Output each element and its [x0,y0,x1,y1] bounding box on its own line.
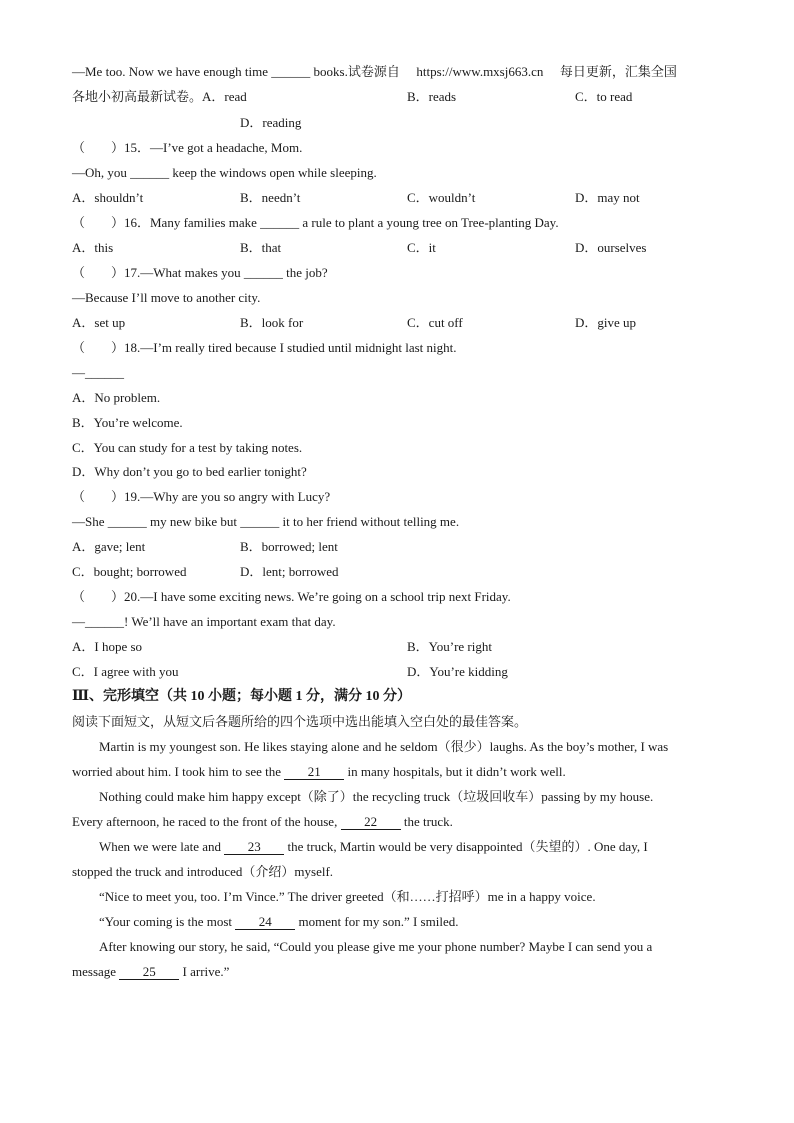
q19-reply-b: my new bike but [150,514,238,529]
q19-option-c[interactable]: C．bought; borrowed [72,564,187,579]
q17-stem [72,260,718,285]
passage-text: moment for my son.” I smiled. [298,914,459,929]
q20-stem: （ ）20.—I have some exciting news. We’re going on a school trip next Friday. [72,589,511,604]
q19-option-a[interactable]: A．gave; lent [72,539,146,554]
q16-option-a[interactable]: A．this [72,240,114,255]
q14-option-a[interactable]: A．read [202,89,247,104]
q20-option-a[interactable]: A．I hope so [72,639,143,654]
passage-line-8 [99,909,718,934]
passage-text: Every afternoon, he raced to the front of the house, [72,814,338,829]
q14-line-2 [72,84,247,109]
passage-line-7: “Nice to meet you, too. I’m Vince.” The driver greeted（和……打招呼）me in a happy voice. [99,889,596,904]
blank-23[interactable]: 23 [224,840,284,855]
q16-stem [72,210,718,235]
watermark-text-3: 各地小初高最新试卷。 [72,89,203,104]
q15-option-c[interactable]: C．wouldn’t [407,190,476,205]
q20-option-d[interactable]: D．You’re kidding [407,664,508,679]
q19-reply [72,509,718,534]
watermark-url[interactable]: https://www.mxsj663.cn [416,64,544,79]
passage-line-4 [72,809,718,834]
q18-reply: —______ [72,365,124,380]
passage-line-5 [99,834,718,859]
passage-text: the truck. [403,814,453,829]
passage-line-1: Martin is my youngest son. He likes staying alone and he seldom（很少）laughs. As the boy’s mother, I was [99,739,669,754]
q16-option-d[interactable]: D．ourselves [575,240,647,255]
q18-option-d[interactable]: D．Why don’t you go to bed earlier tonight? [72,464,307,479]
q20-reply: —______! We’ll have an important exam that day. [72,614,336,629]
passage-text: When we were late and [99,839,221,854]
q17-option-b[interactable]: B．look for [240,315,304,330]
q20-option-b[interactable]: B．You’re right [407,639,492,654]
q17-option-c[interactable]: C．cut off [407,315,463,330]
q14-blank: ______ [271,64,311,79]
q16-stem-a: （ ）16．Many families make [72,215,257,230]
q16-blank: ______ [260,215,300,230]
passage-line-2 [72,759,718,784]
q18-option-b[interactable]: B．You’re welcome. [72,415,183,430]
q19-blank-2: ______ [240,514,280,529]
q19-blank-1: ______ [107,514,147,529]
q15-reply [72,160,718,185]
q17-stem-b: the job? [286,265,328,280]
q18-option-a[interactable]: A．No problem. [72,390,161,405]
passage-line-3: Nothing could make him happy except（除了）the recycling truck（垃圾回收车）passing by my house. [99,789,654,804]
watermark-text: 试卷源自 [347,64,400,79]
passage-text: I arrive.” [182,964,230,979]
q16-option-b[interactable]: B．that [240,240,282,255]
q15-stem: （ ）15．—I’ve got a headache, Mom. [72,140,303,155]
watermark-text-2: 每日更新，汇集全国 [559,64,677,79]
blank-24[interactable]: 24 [235,915,295,930]
passage-text: worried about him. I took him to see the [72,764,282,779]
blank-21[interactable]: 21 [284,765,344,780]
section-3-instruction: 阅读下面短文，从短文后各题所给的四个选项中选出能填入空白处的最佳答案。 [72,714,528,729]
blank-22[interactable]: 22 [341,815,401,830]
q15-reply-a: —Oh, you [72,165,127,180]
q15-blank: ______ [130,165,170,180]
q15-reply-b: keep the windows open while sleeping. [172,165,377,180]
q16-option-c[interactable]: C．it [407,240,436,255]
q20-option-c[interactable]: C．I agree with you [72,664,179,679]
q14-option-b[interactable]: B．reads [407,89,457,104]
q16-stem-b: a rule to plant a young tree on Tree-planting Day. [302,215,559,230]
q17-option-a[interactable]: A．set up [72,315,126,330]
passage-line-6: stopped the truck and introduced（介绍）myself. [72,864,334,879]
q18-stem: （ ）18.—I’m really tired because I studied until midnight last night. [72,340,457,355]
q19-option-b[interactable]: B．borrowed; lent [240,539,338,554]
q14-option-d[interactable]: D．reading [240,115,302,130]
blank-25[interactable]: 25 [119,965,179,980]
q15-option-a[interactable]: A．shouldn’t [72,190,144,205]
q14-stem-line [72,59,718,84]
q15-option-d[interactable]: D．may not [575,190,640,205]
q14-stem-end: books. [313,64,348,79]
q15-option-b[interactable]: B．needn’t [240,190,301,205]
q14-stem: —Me too. Now we have enough time [72,64,269,79]
passage-text: the truck, Martin would be very disappointed（失望的）. One day, I [287,839,648,854]
q14-option-c[interactable]: C．to read [575,89,633,104]
q18-option-c[interactable]: C．You can study for a test by taking notes. [72,440,303,455]
passage-line-9: After knowing our story, he said, “Could you please give me your phone number? Maybe I can send you a [99,939,653,954]
q17-blank: ______ [243,265,283,280]
passage-text: message [72,964,117,979]
q17-option-d[interactable]: D．give up [575,315,637,330]
passage-line-10 [72,959,718,984]
q19-reply-a: —She [72,514,105,529]
q19-option-d[interactable]: D．lent; borrowed [240,564,339,579]
section-3-heading: Ⅲ、完形填空（共 10 小题；每小题 1 分，满分 10 分） [72,689,412,704]
passage-text: “Your coming is the most [99,914,233,929]
q19-stem: （ ）19.—Why are you so angry with Lucy? [72,489,331,504]
q17-reply: —Because I’ll move to another city. [72,290,261,305]
passage-text: in many hospitals, but it didn’t work well. [347,764,566,779]
q19-reply-c: it to her friend without telling me. [282,514,460,529]
q17-stem-a: （ ）17.—What makes you [72,265,241,280]
